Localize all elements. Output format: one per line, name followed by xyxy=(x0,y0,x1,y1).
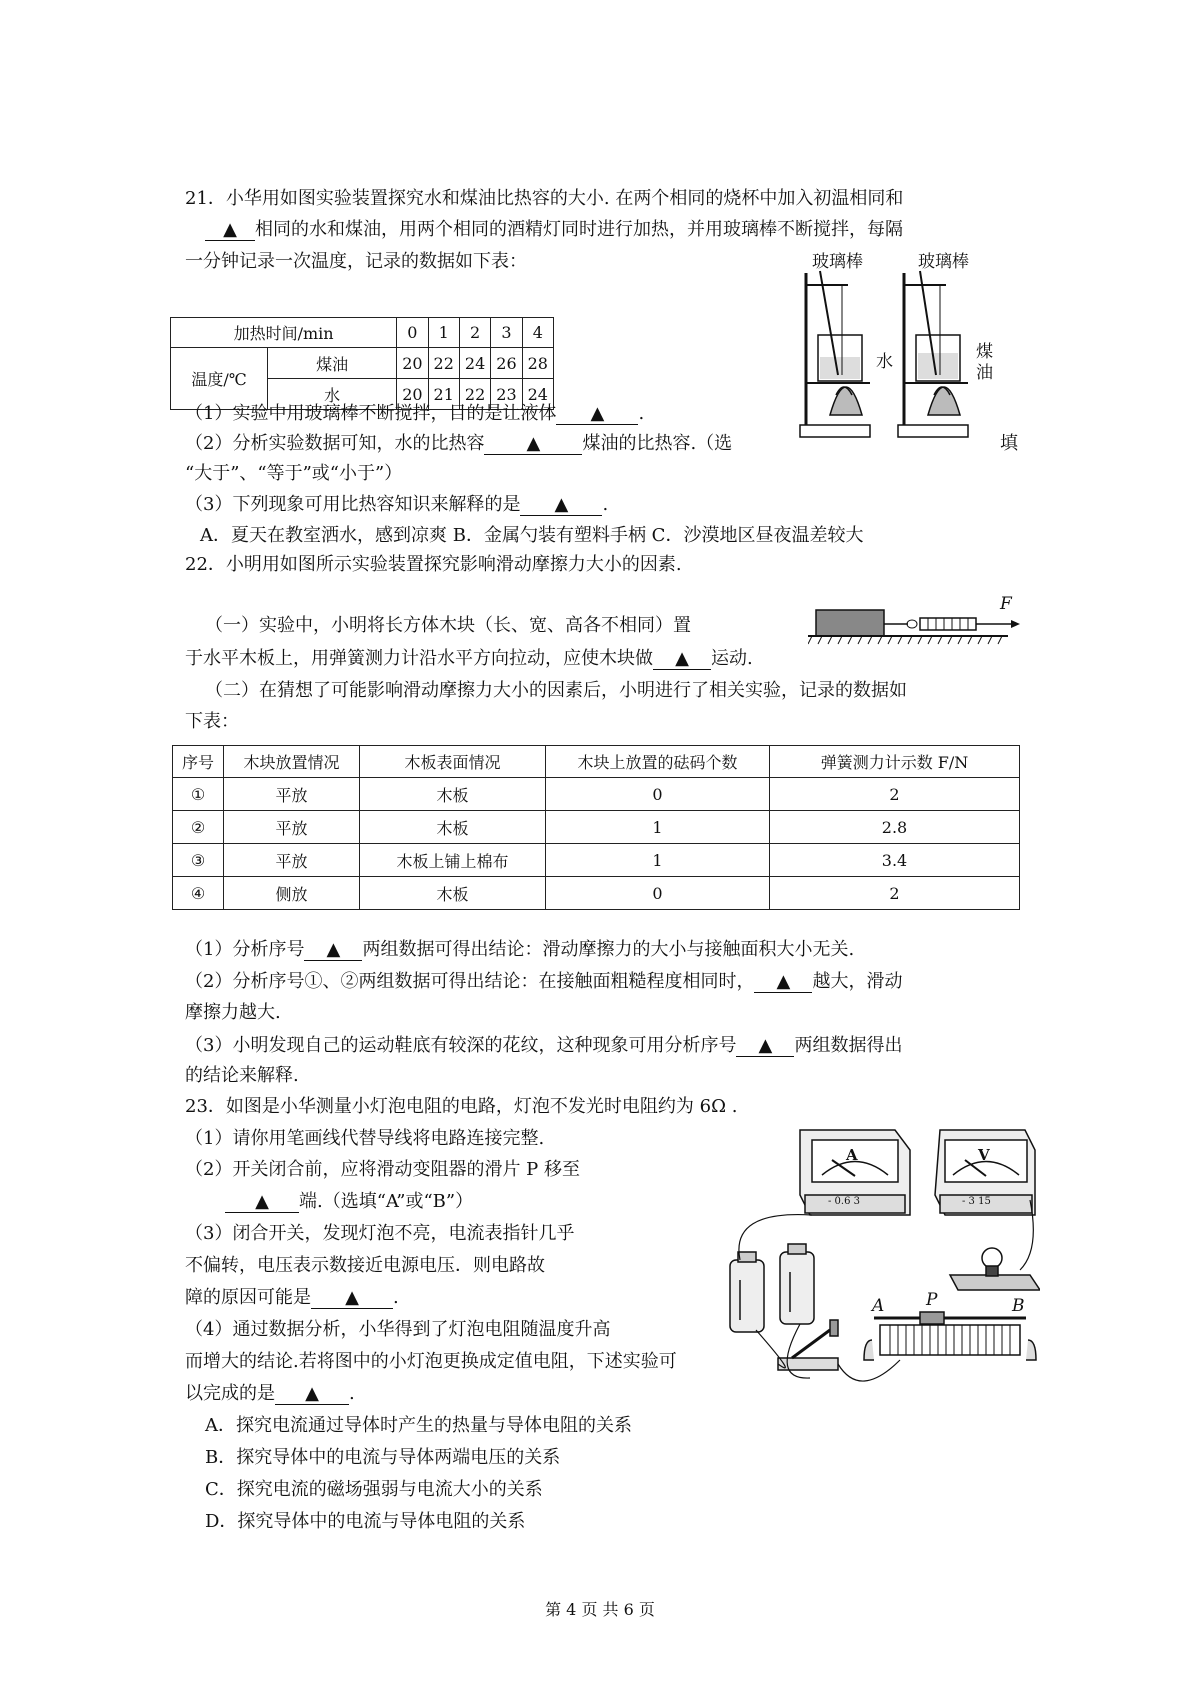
q22-cell: 0 xyxy=(546,778,770,811)
q21-cell: 20 xyxy=(397,348,428,379)
q21-line2-text: 相同的水和煤油，用两个相同的酒精灯同时进行加热，并用玻璃棒不断搅拌，每隔 xyxy=(255,219,903,240)
q21-part3 xyxy=(185,493,608,517)
q23-s3-line1: （3）闭合开关，发现灯泡不亮，电流表指针几乎 xyxy=(185,1223,575,1244)
q22-cell: 0 xyxy=(546,877,770,910)
q23-s3-text: 障的原因可能是 xyxy=(185,1287,311,1308)
q21-temp-header: 温度/℃ xyxy=(171,348,268,410)
q22-p1-end: 运动. xyxy=(711,648,753,669)
q21-time-cell: 2 xyxy=(459,318,490,348)
q21-time-cell: 4 xyxy=(522,318,553,348)
friction-drawing xyxy=(808,600,1023,646)
apparatus-drawing xyxy=(790,245,1000,445)
q22-header: 木块放置情况 xyxy=(224,746,360,778)
q22-cell: 1 xyxy=(546,844,770,877)
rod-label-right: 玻璃棒 xyxy=(918,252,969,272)
q22-s2 xyxy=(185,970,902,994)
ammeter-terminals: - 0.6 3 xyxy=(828,1196,861,1207)
q22-s1-text-b: 两组数据可得出结论：滑动摩擦力的大小与接触面积大小无关. xyxy=(362,939,855,960)
q22-s1-text: （1）分析序号 xyxy=(185,939,305,960)
q23-s4-line2: 而增大的结论.若将图中的小灯泡更换成定值电阻，下述实验可 xyxy=(185,1351,677,1372)
q21-cell: 23 xyxy=(491,379,522,410)
rheostat-label-b: B xyxy=(1012,1296,1025,1316)
q21-line3: 一分钟记录一次温度，记录的数据如下表： xyxy=(185,251,527,272)
q23-s2-line2 xyxy=(225,1190,473,1214)
q22-blank-s1[interactable]: ▲ xyxy=(304,940,362,961)
q22-p2-line1: （二）在猜想了可能影响滑动摩擦力大小的因素后，小明进行了相关实验，记录的数据如 xyxy=(205,680,907,701)
q21-cell: 28 xyxy=(522,348,553,379)
q21-time-cell: 0 xyxy=(397,318,428,348)
q22-header: 弹簧测力计示数 F/N xyxy=(770,746,1020,778)
q21-blank-2[interactable]: ▲ xyxy=(484,434,582,455)
q21-data-table xyxy=(170,317,554,410)
q21-cell: 22 xyxy=(428,348,459,379)
q23-s2-text-b: 端.（选填“A”或“B”） xyxy=(299,1191,474,1212)
q21-cell: 22 xyxy=(459,379,490,410)
q21-part2-line2: “大于”、“等于”或“小于”） xyxy=(185,463,403,484)
q22-cell: 2 xyxy=(770,778,1020,811)
q23-option-d: D．探究导体中的电流与导体电阻的关系 xyxy=(205,1511,526,1532)
q21-part2-fill: 填 xyxy=(1000,433,1018,454)
q22-blank-s2[interactable]: ▲ xyxy=(754,972,812,993)
q21-part1 xyxy=(185,402,644,426)
q22-header: 木块上放置的砝码个数 xyxy=(546,746,770,778)
q22-cell: 木板 xyxy=(360,778,546,811)
q22-cell: 平放 xyxy=(224,778,360,811)
kerosene-label-2: 油 xyxy=(976,363,993,383)
q22-cell: 2 xyxy=(770,877,1020,910)
q22-p1-text: 于水平木板上，用弹簧测力计沿水平方向拉动，应使木块做 xyxy=(185,648,653,669)
q22-p1-line1: （一）实验中，小明将长方体木块（长、宽、高各不相同）置 xyxy=(205,615,691,636)
q23-s3-line2: 不偏转，电压表示数接近电源电压．则电路故 xyxy=(185,1255,545,1276)
q22-cell: 木板上铺上棉布 xyxy=(360,844,546,877)
q23-s1: （1）请你用笔画线代替导线将电路连接完整. xyxy=(185,1128,545,1149)
q21-part2 xyxy=(185,432,732,456)
water-label: 水 xyxy=(876,352,893,372)
kerosene-label-1: 煤 xyxy=(976,342,993,362)
q21-cell: 20 xyxy=(397,379,428,410)
q21-time-cell: 3 xyxy=(491,318,522,348)
q21-cell: 21 xyxy=(428,379,459,410)
q22-cell: ① xyxy=(173,778,224,811)
q23-blank-s4[interactable]: ▲ xyxy=(275,1384,349,1405)
q21-row-name: 煤油 xyxy=(268,348,397,379)
q21-cell: 26 xyxy=(491,348,522,379)
q22-blank-motion[interactable]: ▲ xyxy=(653,649,711,670)
q21-row-name: 水 xyxy=(268,379,397,410)
q22-cell: 木板 xyxy=(360,877,546,910)
q22-s2-text: （2）分析序号①、②两组数据可得出结论：在接触面粗糙程度相同时， xyxy=(185,971,755,992)
q22-s2-text-b: 越大，滑动 xyxy=(812,971,903,992)
q21-cell: 24 xyxy=(459,348,490,379)
q23-option-b: B．探究导体中的电流与导体两端电压的关系 xyxy=(205,1447,561,1468)
page-footer: 第 4 页 共 6 页 xyxy=(545,1600,655,1619)
q22-header: 木板表面情况 xyxy=(360,746,546,778)
q22-cell: 平放 xyxy=(224,811,360,844)
q22-p1-line2 xyxy=(185,647,753,671)
q21-blank-3[interactable]: ▲ xyxy=(520,495,602,516)
q22-blank-s3[interactable]: ▲ xyxy=(736,1036,794,1057)
q21-p1-end: . xyxy=(638,403,645,424)
q22-cell: ③ xyxy=(173,844,224,877)
q21-p2-text-b: 煤油的比热容.（选 xyxy=(582,433,733,454)
q23-option-c: C．探究电流的磁场强弱与电流大小的关系 xyxy=(205,1479,543,1500)
q22-s2-line2: 摩擦力越大. xyxy=(185,1002,281,1023)
rod-label-left: 玻璃棒 xyxy=(812,252,863,272)
q21-time-header: 加热时间/min xyxy=(171,318,397,348)
q22-friction-figure xyxy=(808,594,1023,646)
q22-cell: 2.8 xyxy=(770,811,1020,844)
q23-blank-s2[interactable]: ▲ xyxy=(225,1192,299,1213)
q23-option-a: A．探究电流通过导体时产生的热量与导体电阻的关系 xyxy=(205,1415,632,1436)
q23-s3-end: . xyxy=(393,1287,399,1308)
q22-p2-line2: 下表： xyxy=(185,711,239,732)
q23-circuit-figure xyxy=(700,1120,1040,1400)
q22-s3-line2: 的结论来解释. xyxy=(185,1065,299,1086)
q21-blank-mass[interactable]: ▲ xyxy=(205,220,255,241)
q22-cell: 侧放 xyxy=(224,877,360,910)
q21-p3-text: （3）下列现象可用比热容知识来解释的是 xyxy=(185,494,521,515)
q22-cell: 3.4 xyxy=(770,844,1020,877)
q22-s3-text-b: 两组数据得出 xyxy=(794,1035,903,1056)
q23-s4-line1: （4）通过数据分析，小华得到了灯泡电阻随温度升高 xyxy=(185,1319,611,1340)
q22-data-table xyxy=(172,745,1020,910)
q23-s3-line3 xyxy=(185,1286,399,1310)
q22-s3-text: （3）小明发现自己的运动鞋底有较深的花纹，这种现象可用分析序号 xyxy=(185,1035,737,1056)
q21-options: A．夏天在教室洒水，感到凉爽 B．金属勺装有塑料手柄 C．沙漠地区昼夜温差较大 xyxy=(200,525,864,546)
q22-cell: 木板 xyxy=(360,811,546,844)
q23-s4-line3 xyxy=(185,1382,355,1406)
ammeter-label: A xyxy=(846,1146,858,1164)
q23-blank-s3[interactable]: ▲ xyxy=(311,1288,393,1309)
q21-time-cell: 1 xyxy=(428,318,459,348)
q22-s1 xyxy=(185,938,854,962)
q21-p3-end: . xyxy=(602,494,609,515)
q21-p2-text: （2）分析实验数据可知，水的比热容 xyxy=(185,433,485,454)
q21-p1-text: （1）实验中用玻璃棒不断搅拌，目的是让液体 xyxy=(185,403,557,424)
rheostat-label-a: A xyxy=(872,1296,885,1316)
voltmeter-label: V xyxy=(978,1146,990,1164)
q21-heating-figure xyxy=(790,245,1000,445)
q22-s3 xyxy=(185,1034,902,1058)
q21-blank-1[interactable]: ▲ xyxy=(556,404,638,425)
rheostat-label-p: P xyxy=(926,1290,938,1310)
q22-header: 序号 xyxy=(173,746,224,778)
q23-line1: 23．如图是小华测量小灯泡电阻的电路，灯泡不发光时电阻约为 6Ω . xyxy=(185,1096,738,1117)
voltmeter-terminals: - 3 15 xyxy=(962,1196,991,1207)
q22-line1: 22．小明用如图所示实验装置探究影响滑动摩擦力大小的因素. xyxy=(185,554,682,575)
q21-line1: 21．小华用如图实验装置探究水和煤油比热容的大小. 在两个相同的烧杯中加入初温相同和 xyxy=(185,188,904,209)
q22-cell: ② xyxy=(173,811,224,844)
q22-cell: 平放 xyxy=(224,844,360,877)
force-label: F xyxy=(1000,594,1012,614)
q23-s2: （2）开关闭合前，应将滑动变阻器的滑片 P 移至 xyxy=(185,1159,581,1180)
q22-cell: 1 xyxy=(546,811,770,844)
q21-line2 xyxy=(205,218,903,242)
q23-s4-text: 以完成的是 xyxy=(185,1383,275,1404)
q23-s4-end: . xyxy=(349,1383,355,1404)
q21-cell: 24 xyxy=(522,379,553,410)
q22-cell: ④ xyxy=(173,877,224,910)
